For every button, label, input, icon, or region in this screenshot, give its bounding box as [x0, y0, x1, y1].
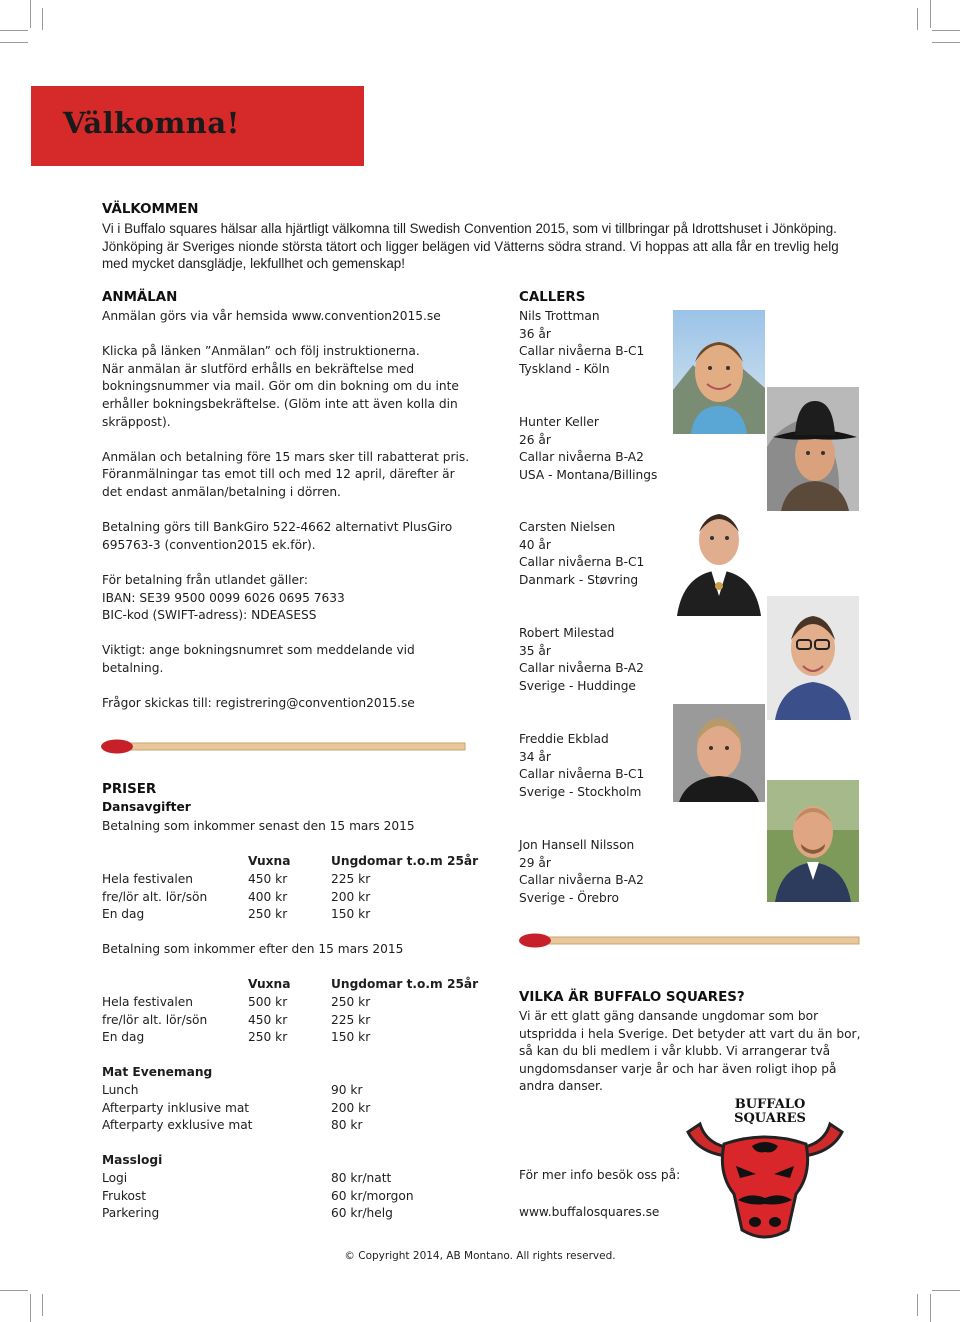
caller-age: 26 år [519, 432, 551, 447]
crop-mark [917, 8, 918, 30]
mat-prices [331, 1082, 370, 1135]
anmalan-line [102, 431, 469, 449]
anmalan-line [102, 625, 469, 643]
price-label: Hela festivalen [102, 995, 193, 1009]
caller-5-info [519, 731, 644, 801]
match-divider [100, 738, 466, 754]
price-label: Hela festivalen [102, 872, 193, 886]
anmalan-line [102, 554, 469, 572]
caller-place: USA - Montana/Billings [519, 467, 658, 482]
caller-place: Danmark - Støvring [519, 572, 639, 587]
mat-label: Afterparty exklusive mat [102, 1118, 253, 1133]
caller-photo-carsten [673, 500, 765, 616]
adult-price: 500 kr [248, 995, 288, 1009]
col-youth: Ungdomar t.o.m 25år [331, 854, 479, 868]
caller-level: Callar nivåerna B-C1 [519, 344, 645, 359]
anmalan-line [102, 677, 469, 695]
caller-name: Robert Milestad [519, 626, 615, 640]
crop-mark [30, 0, 31, 28]
buffalo-line: så kan du bli medlem i vår klubb. Vi arrangerar två [519, 1044, 831, 1059]
welcome-heading: VÄLKOMMEN [102, 202, 199, 217]
price-label: fre/lör alt. lör/sön [102, 1012, 208, 1027]
caller-photo-nils [673, 310, 765, 434]
crop-mark [932, 1290, 960, 1291]
caller-2-info [519, 414, 657, 484]
caller-name: Jon Hansell Nilsson [519, 838, 635, 852]
caller-age: 40 år [519, 537, 551, 552]
mat-price: 80 kr [331, 1118, 363, 1133]
adult-price: 250 kr [248, 907, 288, 922]
caller-age: 36 år [519, 326, 551, 341]
caller-3-info [519, 519, 644, 589]
caller-age: 35 år [519, 643, 551, 658]
buffalo-logo [684, 1094, 846, 1244]
anmalan-line: För betalning från utlandet gäller: [102, 572, 308, 587]
anmalan-line: Klicka på länken ”Anmälan” och följ instruktionerna. [102, 344, 420, 359]
logi-heading: Masslogi [102, 1153, 163, 1167]
buffalo-text [519, 1008, 860, 1096]
anmalan-line [102, 502, 469, 520]
copyright-footer: © Copyright 2014, AB Montano. All rights reserved. [344, 1250, 616, 1262]
logi-label: Frukost [102, 1188, 147, 1203]
crop-mark [917, 1294, 918, 1316]
crop-mark [932, 30, 960, 31]
caller-place: Sverige - Stockholm [519, 784, 642, 799]
youth-prices-after [331, 994, 370, 1047]
caller-4-info [519, 625, 644, 695]
welcome-line: Jönköping är Sveriges nionde största tätort och ligger belägen vid Vätterns södra strand. Vi hoppas att alla får en trevlig helg [102, 238, 839, 254]
mat-label: Lunch [102, 1083, 139, 1097]
logi-label: Parkering [102, 1206, 160, 1221]
crop-mark [932, 42, 960, 43]
caller-level: Callar nivåerna B-A2 [519, 873, 644, 888]
crop-mark [42, 1294, 43, 1316]
caller-place: Sverige - Örebro [519, 890, 619, 905]
youth-prices-before [331, 871, 370, 924]
mat-price: 90 kr [331, 1083, 363, 1097]
caller-name: Carsten Nielsen [519, 520, 616, 534]
anmalan-line: IBAN: SE39 9500 0099 6026 0695 7633 [102, 590, 345, 605]
anmalan-heading: ANMÄLAN [102, 290, 178, 305]
crop-mark [0, 30, 28, 31]
welcome-text [102, 220, 839, 273]
crop-mark [0, 42, 28, 43]
crop-mark [42, 8, 43, 30]
mat-price: 200 kr [331, 1100, 371, 1115]
col-youth: Ungdomar t.o.m 25år [331, 977, 479, 991]
adult-price: 450 kr [248, 1012, 288, 1027]
price-labels-before [102, 871, 207, 924]
mat-label: Afterparty inklusive mat [102, 1100, 250, 1115]
price-labels-after [102, 994, 207, 1047]
logi-label: Logi [102, 1171, 128, 1185]
anmalan-line: erhåller bokningsbekräftelse. (Glöm inte att även kolla din [102, 396, 458, 411]
anmalan-line: Frågor skickas till: registrering@convention2015.se [102, 696, 415, 711]
logi-prices [331, 1170, 414, 1223]
caller-age: 29 år [519, 855, 551, 870]
youth-price: 225 kr [331, 1012, 371, 1027]
caller-name: Nils Trottman [519, 309, 600, 323]
caller-level: Callar nivåerna B-C1 [519, 767, 645, 782]
col-adult: Vuxna [248, 854, 291, 868]
adult-price: 400 kr [248, 889, 288, 904]
page-title: Välkomna! [63, 106, 240, 140]
anmalan-line: Anmälan och betalning före 15 mars sker till rabatterat pris. [102, 449, 470, 464]
buffalo-url[interactable]: www.buffalosquares.se [519, 1205, 660, 1219]
youth-price: 150 kr [331, 1030, 371, 1045]
dansavgifter-heading: Dansavgifter [102, 800, 191, 814]
logo-text-squares: SQUARES [734, 1111, 806, 1126]
caller-place: Sverige - Huddinge [519, 678, 636, 693]
caller-name: Hunter Keller [519, 415, 599, 429]
anmalan-line: 695763-3 (convention2015 ek.för). [102, 537, 316, 552]
anmalan-line: Föranmälningar tas emot till och med 12 april, därefter är [102, 467, 455, 482]
caller-photo-hunter [767, 387, 859, 511]
anmalan-text [102, 308, 469, 713]
caller-place: Tyskland - Köln [519, 361, 610, 376]
youth-price: 225 kr [331, 872, 371, 886]
col-adult: Vuxna [248, 977, 291, 991]
buffalo-line: ungdomsdanser varje år och har även roligt ihop på [519, 1061, 837, 1076]
crop-mark [0, 1290, 28, 1291]
caller-photo-robert [767, 596, 859, 720]
anmalan-line: skräppost). [102, 414, 171, 429]
logo-text-buffalo: BUFFALO [734, 1097, 806, 1112]
anmalan-line: BIC-kod (SWIFT-adress): NDEASESS [102, 608, 317, 623]
title-banner [31, 86, 364, 166]
adult-price: 450 kr [248, 872, 288, 886]
caller-photo-jon [767, 780, 859, 902]
callers-heading: CALLERS [519, 290, 586, 305]
anmalan-line: Anmälan görs via vår hemsida www.convention2015.se [102, 309, 441, 323]
anmalan-line: bokningsnummer via mail. Gör om din bokning om du inte [102, 379, 459, 394]
buffalo-heading: VILKA ÄR BUFFALO SQUARES? [519, 990, 745, 1005]
mat-heading: Mat Evenemang [102, 1065, 213, 1079]
logi-price: 60 kr/helg [331, 1206, 393, 1221]
more-info-text: För mer info besök oss på: [519, 1168, 681, 1182]
buffalo-line: utspridda i hela Sverige. Det betyder att vart du än bor, [519, 1026, 861, 1041]
logi-price: 60 kr/morgon [331, 1188, 414, 1203]
anmalan-line: det endast anmälan/betalning i dörren. [102, 484, 341, 499]
buffalo-line: andra danser. [519, 1079, 603, 1094]
crop-mark [930, 1294, 931, 1322]
logi-price: 80 kr/natt [331, 1171, 392, 1185]
price-label: En dag [102, 907, 145, 922]
adult-prices-before [248, 871, 287, 924]
after-label: Betalning som inkommer efter den 15 mars 2015 [102, 942, 404, 956]
anmalan-line: Betalning görs till BankGiro 522-4662 alternativt PlusGiro [102, 520, 453, 535]
anmalan-line: betalning. [102, 660, 164, 675]
caller-level: Callar nivåerna B-A2 [519, 661, 644, 676]
price-label: En dag [102, 1030, 145, 1045]
caller-photo-freddie [673, 704, 765, 802]
youth-price: 150 kr [331, 907, 371, 922]
price-label: fre/lör alt. lör/sön [102, 889, 208, 904]
caller-6-info [519, 837, 644, 907]
welcome-line: Vi i Buffalo squares hälsar alla hjärtligt välkomna till Swedish Convention 2015, som vi tillbringar på Idrottshuset i Jönköping. [102, 221, 837, 236]
anmalan-line: När anmälan är slutförd erhålls en bekräftelse med [102, 361, 415, 376]
caller-1-info [519, 308, 644, 378]
match-divider [518, 932, 860, 948]
caller-level: Callar nivåerna B-C1 [519, 555, 645, 570]
caller-name: Freddie Ekblad [519, 732, 609, 746]
caller-level: Callar nivåerna B-A2 [519, 450, 644, 465]
adult-prices-after [248, 994, 287, 1047]
priser-heading: PRISER [102, 782, 157, 797]
mat-labels [102, 1082, 252, 1135]
logi-labels [102, 1170, 159, 1223]
adult-price: 250 kr [248, 1030, 288, 1045]
crop-mark [30, 1294, 31, 1322]
crop-mark [930, 0, 931, 28]
before-label: Betalning som inkommer senast den 15 mars 2015 [102, 819, 415, 833]
caller-age: 34 år [519, 749, 551, 764]
welcome-line: med mycket dansglädje, lekfullhet och gemenskap! [102, 256, 405, 272]
youth-price: 250 kr [331, 995, 371, 1009]
anmalan-line [102, 326, 469, 344]
youth-price: 200 kr [331, 889, 371, 904]
anmalan-line: Viktigt: ange bokningsnumret som meddelande vid [102, 643, 415, 658]
buffalo-line: Vi är ett glatt gäng dansande ungdomar som bor [519, 1009, 819, 1023]
